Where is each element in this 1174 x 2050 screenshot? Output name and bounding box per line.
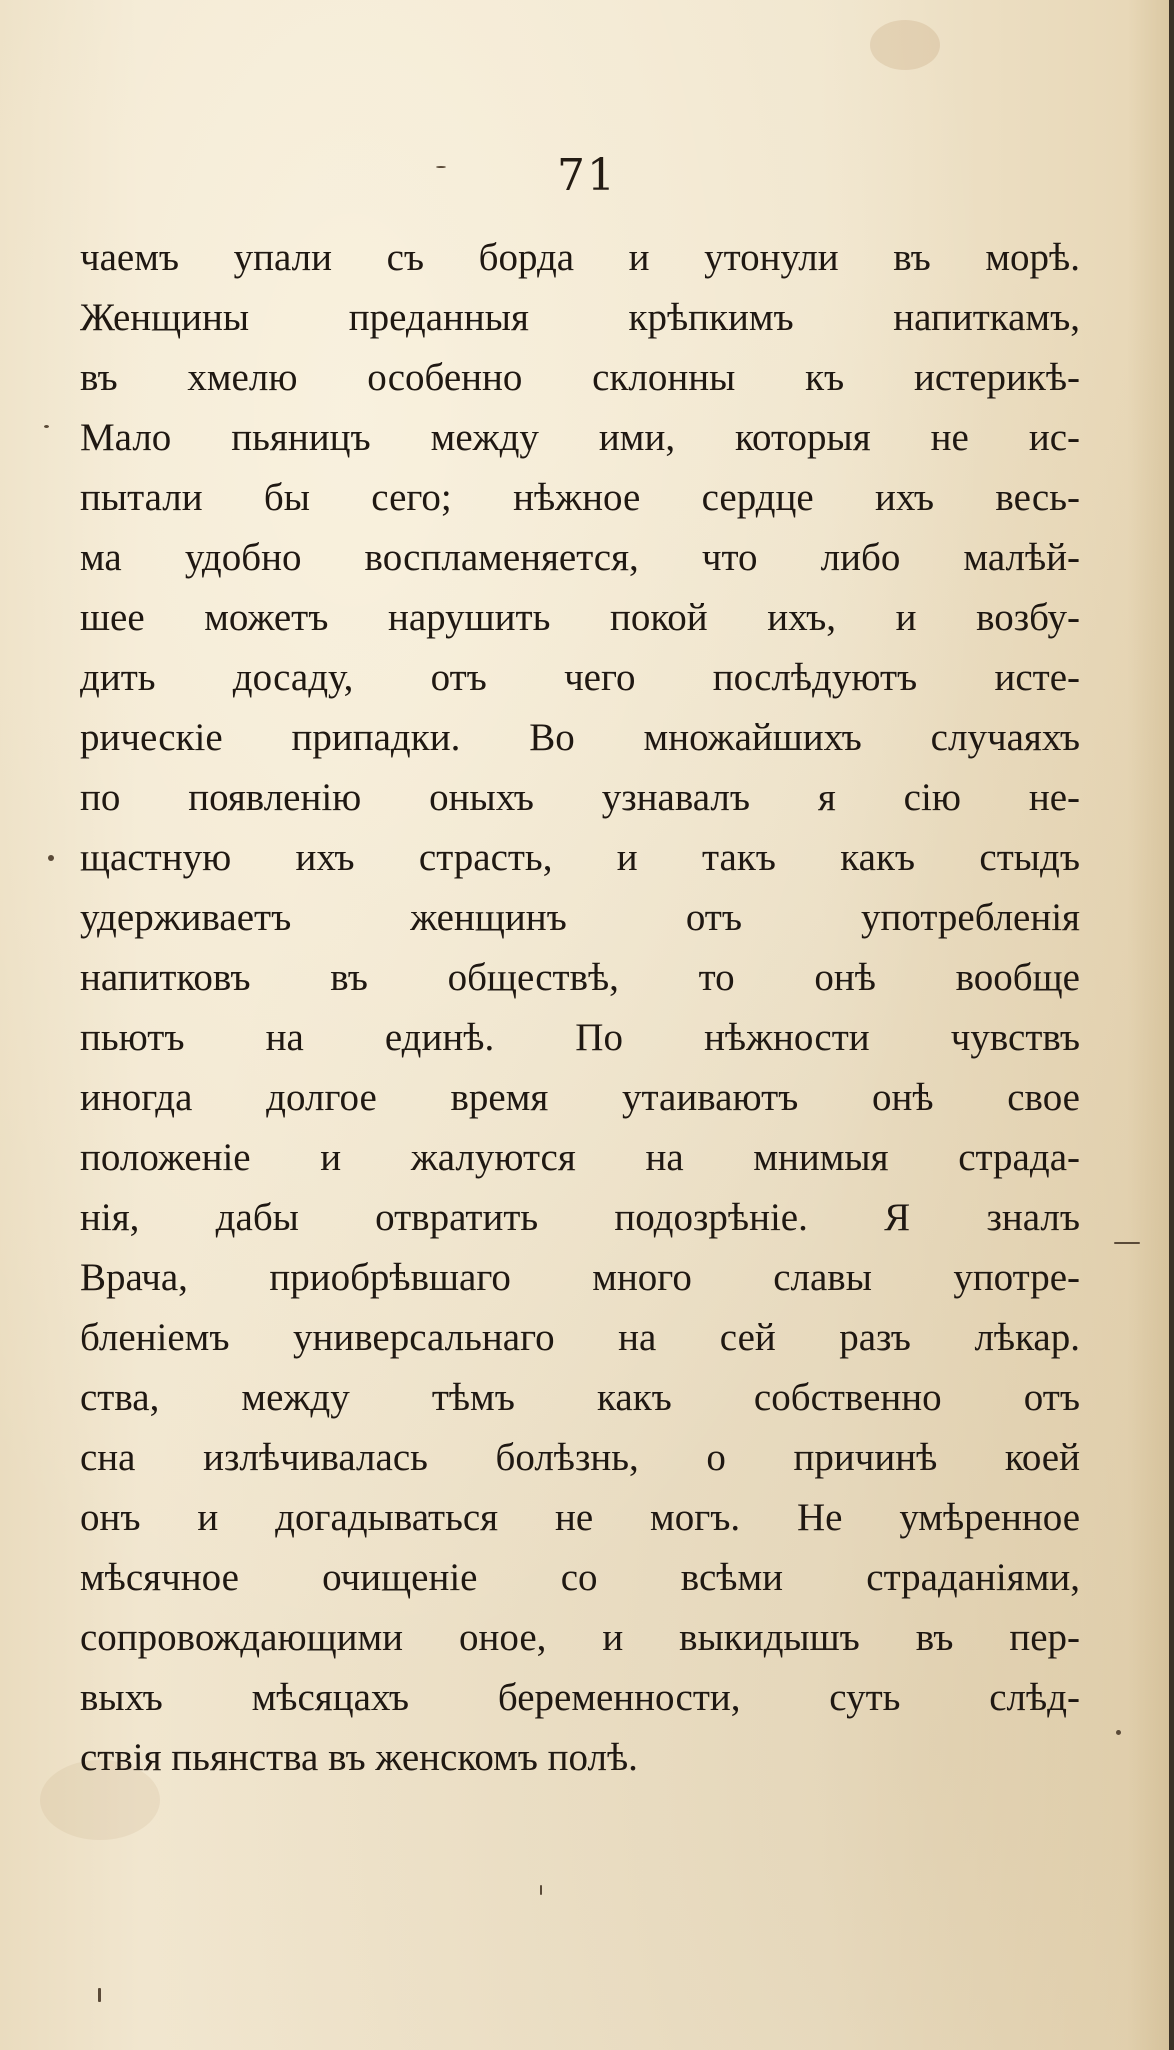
paper-stain — [870, 20, 940, 70]
text-line: щастную ихъ страсть, и такъ какъ стыдъ — [80, 836, 1080, 879]
text-line: Врача, приобрѣвшаго много славы употре- — [80, 1256, 1080, 1299]
text-line: иногда долгое время утаиваютъ онѣ свое — [80, 1076, 1080, 1119]
text-line: шее можетъ нарушить покой ихъ, и возбу- — [80, 596, 1080, 639]
text-line: по появленію оныхъ узнавалъ я сію не- — [80, 776, 1080, 819]
page-edge — [1169, 0, 1174, 2050]
text-line: бленіемъ универсальнаго на сей разъ лѣкар. — [80, 1316, 1080, 1359]
page-number: 71 — [557, 150, 617, 201]
text-line: въ хмелю особенно склонны къ истерикѣ- — [80, 356, 1080, 399]
text-line: ма удобно воспламеняется, что либо малѣй- — [80, 536, 1080, 579]
text-line: удерживаетъ женщинъ отъ употребленія — [80, 896, 1080, 939]
text-line: Женщины преданныя крѣпкимъ напиткамъ, — [80, 296, 1080, 339]
text-line: рическіе припадки. Во множайшихъ случаяхъ — [80, 716, 1080, 759]
text-line: ства, между тѣмъ какъ собственно отъ — [80, 1376, 1080, 1419]
text-line: сна излѣчивалась болѣзнь, о причинѣ коей — [80, 1436, 1080, 1479]
text-line: напитковъ въ обществѣ, то онѣ вообще — [80, 956, 1080, 999]
text-line: дить досаду, отъ чего послѣдуютъ исте- — [80, 656, 1080, 699]
text-line: пытали бы сего; нѣжное сердце ихъ весь- — [80, 476, 1080, 519]
text-line: ствія пьянства въ женскомъ полѣ. — [80, 1736, 638, 1779]
text-line: онъ и догадываться не могъ. Не умѣренное — [80, 1496, 1080, 1539]
text-line: положеніе и жалуются на мнимыя страда- — [80, 1136, 1080, 1179]
text-line: нія, дабы отвратить подозрѣніе. Я зналъ — [80, 1196, 1080, 1239]
text-line: сопровождающими оное, и выкидышъ въ пер- — [80, 1616, 1080, 1659]
body-text — [80, 228, 1080, 1788]
text-line: пьютъ на единѣ. По нѣжности чувствъ — [80, 1016, 1080, 1059]
text-line: Мало пьяницъ между ими, которыя не ис- — [80, 416, 1080, 459]
text-line: мѣсячное очищеніе со всѣми страданіями, — [80, 1556, 1080, 1599]
text-line: выхъ мѣсяцахъ беременности, суть слѣд- — [80, 1676, 1080, 1719]
text-line: чаемъ упали съ борда и утонули въ морѣ. — [80, 236, 1080, 279]
